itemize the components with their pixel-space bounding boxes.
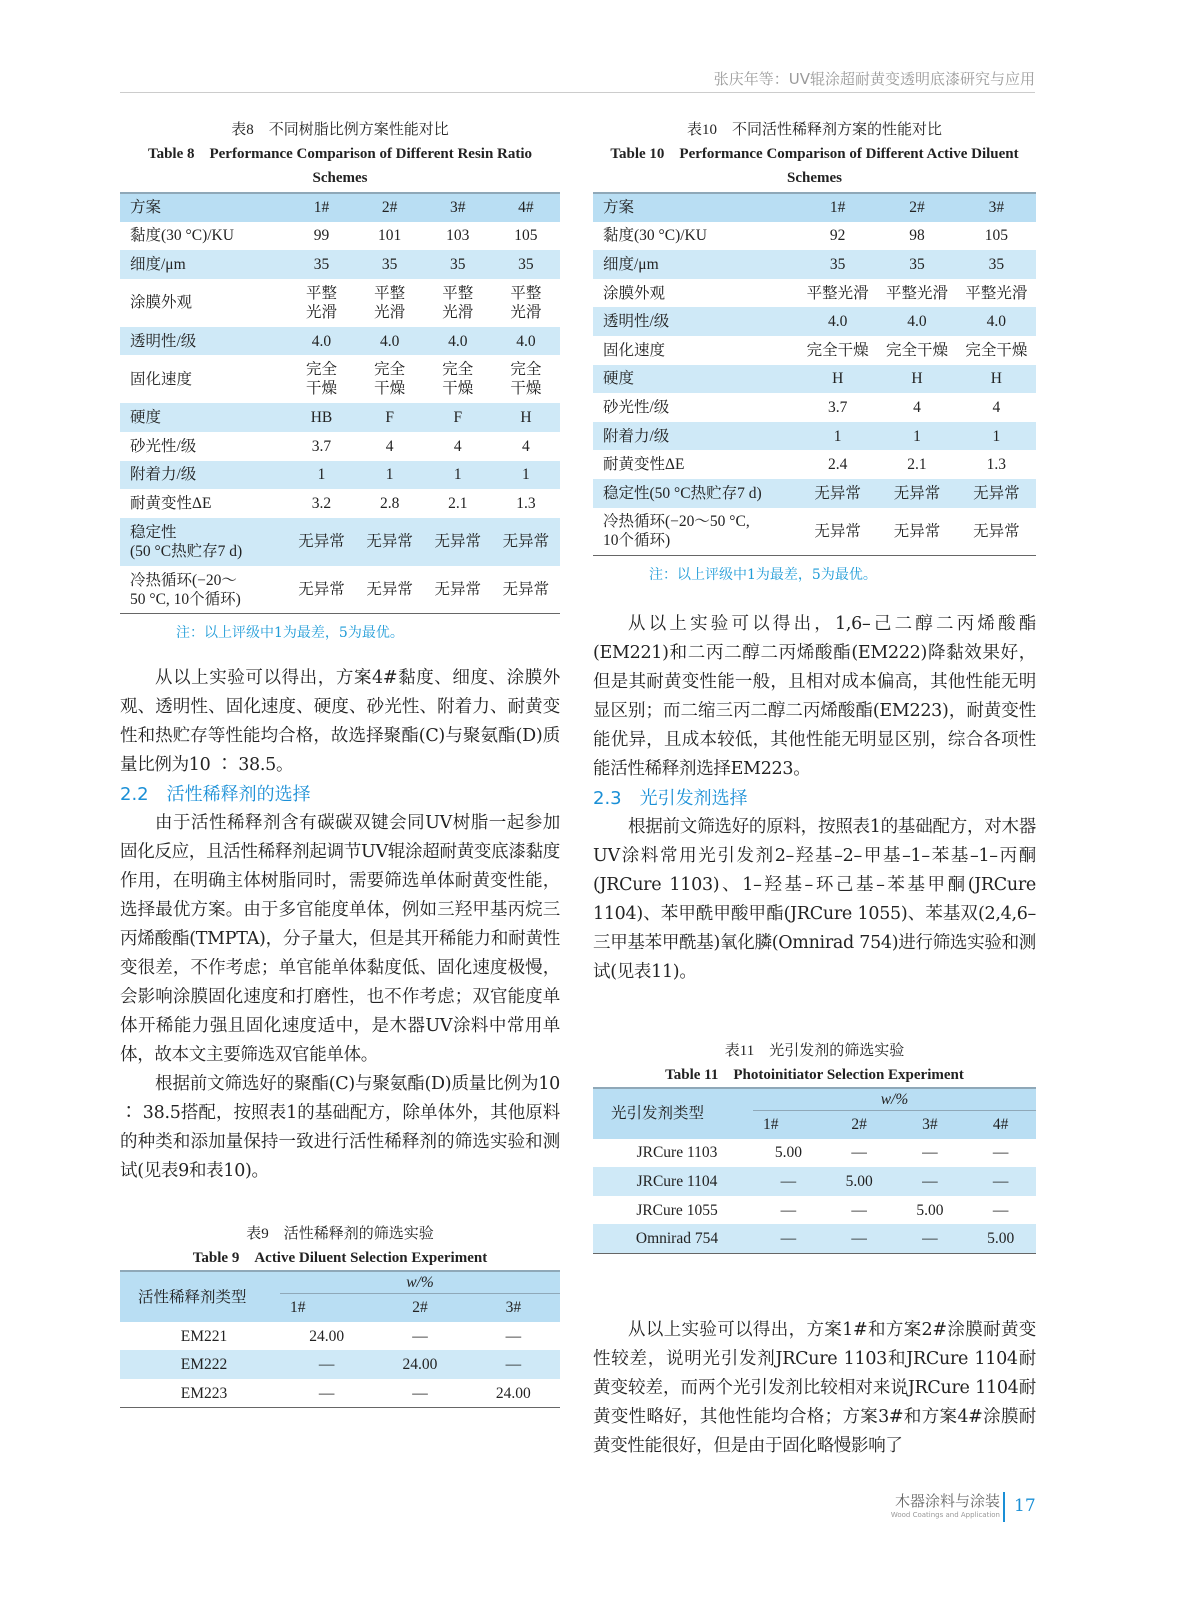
- table-cell: 无异常: [893, 522, 941, 540]
- table-cell: 35: [381, 255, 398, 273]
- table-cell: 105: [984, 227, 1008, 245]
- row-label: 固化速度: [603, 341, 666, 359]
- table-cell: 完全干燥: [885, 341, 948, 359]
- row-label: Omnirad 754: [635, 1229, 719, 1247]
- table-row: [593, 1139, 1036, 1168]
- row-label: JRCure 1103: [636, 1144, 718, 1162]
- table-cell: 4: [992, 398, 1001, 416]
- table-cell: 1: [453, 466, 462, 484]
- table-cell: 35: [829, 255, 846, 273]
- row-header: 光引发剂类型: [611, 1105, 705, 1123]
- table-cell: 3.7: [827, 398, 848, 416]
- table-cell: 无异常: [298, 581, 345, 598]
- table-row: [593, 365, 1036, 394]
- table-cell: 4.0: [907, 313, 927, 331]
- table-cell: 1.3: [516, 494, 536, 512]
- table-cell: —: [318, 1384, 335, 1402]
- table-row: [120, 1322, 560, 1351]
- table-cell: 35: [313, 255, 330, 273]
- row-label: 透明性/级: [603, 313, 670, 331]
- table-row: [593, 422, 1036, 451]
- row-label: 涂膜外观: [130, 294, 193, 312]
- table-cell: 5.00: [987, 1229, 1015, 1247]
- table-row: [120, 222, 560, 251]
- column-header: 4#: [518, 199, 534, 217]
- table-cell: 35: [988, 255, 1005, 273]
- column-header: 方案: [130, 199, 162, 217]
- table-cell: 4.0: [986, 313, 1006, 331]
- table-cell: 平整光滑: [806, 284, 869, 302]
- table-cell: 1: [913, 427, 921, 445]
- table-cell: 无异常: [366, 533, 413, 551]
- row-label: 细度/μm: [130, 255, 186, 273]
- row-label: EM221: [180, 1327, 228, 1345]
- table-cell: 5.00: [916, 1201, 944, 1219]
- table-row: [120, 279, 560, 327]
- table-row: [593, 508, 1036, 556]
- table-row: [593, 222, 1036, 251]
- table-cell: 5.00: [845, 1173, 873, 1191]
- table-cell: 4: [522, 437, 530, 455]
- column-header: 3#: [922, 1116, 938, 1134]
- table-cell: 平整光滑: [965, 284, 1028, 302]
- table-cell: —: [851, 1201, 867, 1219]
- table8-note: 注：以上评级中1为最差，5为最优。: [176, 625, 404, 642]
- table11: [593, 1087, 1036, 1253]
- table-cell: F: [385, 409, 394, 427]
- table10-caption-en: Table 10 Performance Comparison of Different Active Diluent Schemes: [610, 146, 1019, 186]
- table-cell: 2.1: [448, 494, 468, 512]
- row-label: 硬度: [130, 409, 162, 427]
- row-label: 耐黄变性ΔE: [130, 494, 212, 512]
- paragraph: 由于活性稀释剂含有碳碳双键会同UV树脂一起参加固化反应，且活性稀释剂起调节UV辊涂超耐黄变底漆黏度作用，在明确主体树脂同时，需要筛选单体耐黄变性能，选择最优方案。由于多官能度单体，例如三羟甲基丙烷三丙烯酸酯(TMPTA)，分子量大，但是其开稀能力和耐黄性变很差，不作考虑；单官能单体黏度低、固化速度极慢，会影响涂膜固化速度和打磨性，也不作考虑；双官能度单体开稀能力强且固化速度适中，是木器UV涂料中常用单体，故本文主要筛选双官能单体。: [120, 813, 560, 1066]
- row-label: 硬度: [603, 370, 635, 388]
- table-cell: H: [990, 370, 1002, 388]
- table-cell: 4.0: [311, 332, 332, 350]
- table-cell: 1: [385, 466, 394, 484]
- table-cell: —: [780, 1201, 797, 1219]
- table-cell: —: [505, 1356, 522, 1374]
- row-label: 稳定性 (50 °C热贮存7 d): [130, 523, 243, 560]
- row-label: EM223: [180, 1384, 228, 1402]
- table-cell: 无异常: [893, 484, 941, 502]
- column-header: 4#: [992, 1116, 1009, 1134]
- table11-caption-cn: 表11 光引发剂的筛选实验: [724, 1043, 905, 1060]
- table-cell: 5.00: [774, 1144, 802, 1162]
- table-row: [593, 1224, 1036, 1253]
- table-row: [120, 461, 560, 490]
- table10-caption-cn: 表10 不同活性稀释剂方案的性能对比: [686, 122, 942, 138]
- table-cell: 无异常: [973, 484, 1020, 502]
- table-row: [593, 393, 1036, 422]
- table-cell: 2.1: [907, 456, 927, 474]
- table-cell: 35: [518, 255, 534, 273]
- table-cell: 2.8: [379, 494, 400, 512]
- table-row: [120, 1379, 560, 1408]
- table-row: [120, 355, 560, 403]
- column-header: 3#: [505, 1299, 522, 1317]
- column-header: 方案: [603, 199, 635, 217]
- table10-note: 注：以上评级中1为最差，5为最优。: [649, 567, 877, 584]
- row-label: 透明性/级: [130, 332, 197, 350]
- table-cell: 99: [313, 227, 330, 245]
- unit-header: w/%: [280, 1271, 560, 1293]
- table-cell: —: [505, 1327, 522, 1345]
- row-label: 细度/μm: [603, 255, 659, 273]
- row-label: 黏度(30 °C)/KU: [603, 227, 707, 245]
- table-header-row: [593, 1088, 1036, 1110]
- table-cell: 98: [909, 227, 925, 245]
- table-cell: —: [851, 1144, 867, 1162]
- table-cell: —: [851, 1229, 867, 1247]
- table-cell: 无异常: [814, 522, 861, 540]
- table-cell: 平整 光滑: [374, 284, 406, 321]
- footer-bar: [1003, 1492, 1005, 1522]
- table-cell: 4.0: [827, 313, 848, 331]
- table-cell: 完全 干燥: [305, 361, 337, 398]
- paragraph: 根据前文筛选好的原料，按照表1的基础配方，对木器UV涂料常用光引发剂2–羟基–2–甲基–1–苯基–1–丙酮(JRCure 1103)、1–羟基–环己基–苯基甲酮(JRCure 1104)、苯甲酰甲酸甲酯(JRCure 1055)、苯基双(2,4,6–三甲基苯甲酰基)氧化膦(Omnirad 754)进行筛选实验和测试(见表11)。: [593, 817, 1036, 983]
- running-header: 张庆年等：UV辊涂超耐黄变透明底漆研究与应用: [713, 70, 1035, 88]
- table-cell: 完全 干燥: [510, 361, 542, 398]
- table-cell: 24.00: [495, 1384, 531, 1402]
- column-header: 2#: [381, 199, 398, 217]
- paragraph: 从以上实验可以得出，方案4#黏度、细度、涂膜外观、透明性、固化速度、硬度、砂光性、附着力、耐黄变性和热贮存等性能均合格，故选择聚酯(C)与聚氨酯(D)质量比例为10 ∶ 38.5。: [120, 668, 560, 776]
- column-header: 2#: [412, 1299, 428, 1317]
- row-label: 冷热循环(−20～ 50 °C, 10个循环): [130, 571, 241, 608]
- table-row: [120, 327, 560, 356]
- row-label: 附着力/级: [130, 466, 197, 484]
- table-cell: 无异常: [434, 581, 482, 598]
- right-column: [593, 118, 1036, 1461]
- table-row: [120, 1350, 560, 1379]
- table-cell: 103: [446, 227, 470, 245]
- table-cell: 2.4: [827, 456, 848, 474]
- column-header: 1#: [829, 199, 846, 217]
- table-cell: 无异常: [502, 581, 550, 598]
- table-row: [593, 307, 1036, 336]
- table-cell: 1.3: [986, 456, 1006, 474]
- table-cell: 4.0: [516, 332, 536, 350]
- row-label: 涂膜外观: [603, 284, 666, 302]
- table8: [120, 192, 560, 614]
- table-cell: 完全 干燥: [374, 361, 406, 398]
- table-cell: —: [412, 1384, 428, 1402]
- table8-caption-cn: 表8 不同树脂比例方案性能对比: [231, 122, 449, 138]
- row-label: JRCure 1104: [636, 1173, 718, 1191]
- row-label: 砂光性/级: [130, 437, 197, 455]
- table-cell: —: [922, 1173, 938, 1191]
- table-cell: 平整 光滑: [305, 284, 337, 321]
- table8-caption-en: Table 8 Performance Comparison of Different Resin Ratio Schemes: [147, 146, 533, 186]
- table-cell: 无异常: [298, 533, 345, 551]
- table-cell: 4: [385, 437, 394, 455]
- table-cell: 1: [992, 427, 1001, 445]
- table-cell: 平整 光滑: [442, 284, 474, 321]
- left-column: [120, 118, 560, 1408]
- table-cell: 无异常: [434, 533, 482, 551]
- paragraph: 从以上实验可以得出，方案1#和方案2#涂膜耐黄变性较差，说明光引发剂JRCure 1103和JRCure 1104耐黄变较差，而两个光引发剂比较相对来说JRCure 1104耐黄变性略好，其他性能均合格；方案3#和方案4#涂膜耐黄变性能很好，但是由于固化略慢影响了: [593, 1319, 1036, 1456]
- row-header: 活性稀释剂类型: [138, 1288, 247, 1306]
- row-label: 冷热循环(−20～50 °C, 10个循环): [603, 513, 750, 550]
- table-row: [120, 518, 560, 566]
- row-label: 砂光性/级: [603, 398, 670, 416]
- column-header: 1#: [313, 199, 330, 217]
- table-cell: 35: [450, 255, 466, 273]
- table-cell: 3.7: [311, 437, 332, 455]
- table-cell: 3.2: [311, 494, 332, 512]
- table-cell: HB: [310, 409, 333, 427]
- table-cell: —: [992, 1201, 1009, 1219]
- row-label: JRCure 1055: [636, 1201, 718, 1219]
- table11-caption-en: Table 11 Photoinitiator Selection Experiment: [665, 1067, 964, 1084]
- table-cell: —: [992, 1144, 1009, 1162]
- table-row: [593, 479, 1036, 508]
- table9-caption-cn: 表9 活性稀释剂的筛选实验: [246, 1226, 434, 1243]
- table-row: [120, 432, 560, 461]
- column-header: 2#: [851, 1116, 867, 1134]
- table-cell: 35: [909, 255, 925, 273]
- table-row: [593, 336, 1036, 365]
- column-header: 3#: [988, 199, 1005, 217]
- column-header: 2#: [909, 199, 925, 217]
- column-header: 1#: [763, 1116, 779, 1134]
- table-row: [120, 489, 560, 518]
- journal-name-cn: 木器涂料与涂装: [894, 1492, 1000, 1510]
- table-cell: H: [520, 409, 532, 427]
- table-cell: 105: [514, 227, 538, 245]
- table-cell: 24.00: [309, 1327, 345, 1345]
- table-cell: —: [922, 1144, 938, 1162]
- table-cell: 4: [913, 398, 921, 416]
- table-cell: 平整 光滑: [510, 284, 542, 321]
- column-header: 1#: [290, 1299, 306, 1317]
- table-cell: —: [318, 1356, 335, 1374]
- table-cell: 无异常: [366, 581, 413, 598]
- section-heading-2-3: 2.3 光引发剂选择: [593, 788, 748, 810]
- section-heading-2-2: 2.2 活性稀释剂的选择: [120, 784, 311, 806]
- table-cell: 无异常: [502, 533, 550, 551]
- table-cell: 4: [453, 437, 462, 455]
- row-label: EM222: [180, 1356, 228, 1374]
- table10: [593, 192, 1036, 556]
- table-row: [593, 250, 1036, 279]
- table-header-row: [120, 1271, 560, 1293]
- table-cell: 完全干燥: [806, 341, 869, 359]
- table-cell: 完全干燥: [965, 341, 1028, 359]
- table-header-row: [593, 193, 1036, 222]
- row-label: 固化速度: [130, 370, 193, 388]
- table-cell: 101: [378, 227, 402, 245]
- table-cell: F: [453, 409, 463, 427]
- table-row: [120, 403, 560, 432]
- row-label: 稳定性(50 °C热贮存7 d): [603, 484, 762, 502]
- table-row: [120, 566, 560, 614]
- table-cell: 4.0: [448, 332, 468, 350]
- table-cell: 4.0: [379, 332, 400, 350]
- table-row: [120, 250, 560, 279]
- row-label: 黏度(30 °C)/KU: [130, 227, 234, 245]
- paragraph: 根据前文筛选好的聚酯(C)与聚氨酯(D)质量比例为10 ∶ 38.5搭配，按照表1的基础配方，除单体外，其他原料的种类和添加量保持一致进行活性稀释剂的筛选实验和测试(见表9和表10)。: [120, 1074, 560, 1182]
- table-row: [593, 1196, 1036, 1225]
- table9: [120, 1270, 560, 1408]
- page-number: 17: [1014, 1496, 1036, 1516]
- table-row: [593, 450, 1036, 479]
- table-cell: 平整光滑: [885, 284, 948, 302]
- table-row: [593, 279, 1036, 308]
- row-label: 耐黄变性ΔE: [603, 456, 685, 474]
- row-label: 附着力/级: [603, 427, 670, 445]
- table-cell: 无异常: [973, 522, 1020, 540]
- table-cell: 1: [833, 427, 842, 445]
- paragraph: 从以上实验可以得出，1,6–己二醇二丙烯酸酯(EM221)和二丙二醇二丙烯酸酯(EM222)降黏效果好，但是其耐黄变性能一般，且相对成本偏高，其他性能无明显区别；而二缩三丙二醇二丙烯酸酯(EM223)，耐黄变性能优异，且成本较低，其他性能无明显区别，综合各项性能活性稀释剂选择EM223。: [593, 614, 1036, 780]
- table-cell: 1: [317, 466, 326, 484]
- column-header: 3#: [450, 199, 466, 217]
- table-cell: 92: [829, 227, 846, 245]
- table-cell: 完全 干燥: [442, 361, 474, 398]
- table-cell: —: [780, 1229, 797, 1247]
- journal-name-en: Wood Coatings and Application: [890, 1511, 1000, 1519]
- footer-journal: [891, 1490, 1000, 1519]
- unit-header: w/%: [753, 1088, 1036, 1110]
- table-cell: H: [832, 370, 844, 388]
- table-cell: H: [911, 370, 923, 388]
- header-divider: [120, 92, 1035, 93]
- table-cell: —: [992, 1173, 1009, 1191]
- table-cell: —: [922, 1229, 938, 1247]
- table9-caption-en: Table 9 Active Diluent Selection Experiment: [192, 1250, 488, 1267]
- table-cell: —: [412, 1327, 428, 1345]
- table-cell: 1: [522, 466, 530, 484]
- table-row: [593, 1167, 1036, 1196]
- table-cell: 24.00: [402, 1356, 438, 1374]
- table-header-row: [120, 193, 560, 222]
- table-cell: 无异常: [814, 484, 861, 502]
- table-cell: —: [780, 1173, 797, 1191]
